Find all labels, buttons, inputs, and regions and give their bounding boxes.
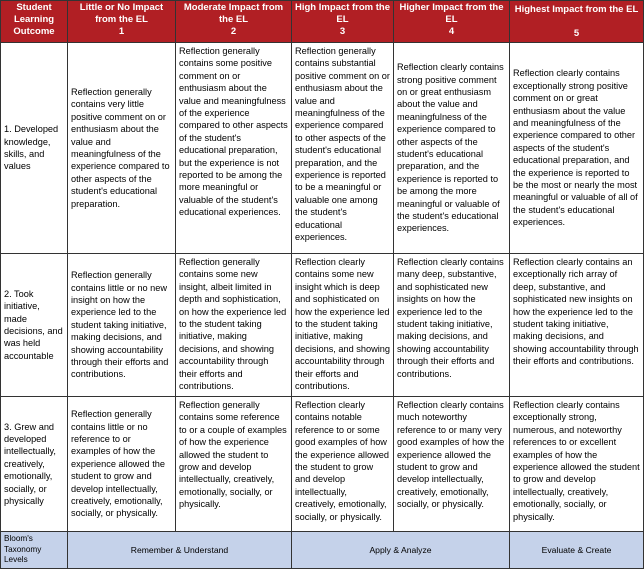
- rubric-cell: Reflection generally contains substantial positive comment on or enthusiasm about the value and meaningfulness of the experience compared to other aspects of the student's educational preparation, and the experience is reported to be a meaningful or valuable one among the student's educational experiences.: [292, 43, 394, 254]
- rubric-cell: Reflection clearly contains many deep, substantive, and sophisticated new insights on how the experience led to the student taking initiative, making decisions, and showing accountability through their efforts and contributions.: [394, 254, 510, 397]
- level-header-4: [394, 1, 510, 43]
- level-title: Highest Impact from the EL: [514, 4, 639, 15]
- level-title: Higher Impact from the EL: [399, 2, 504, 25]
- rubric-cell: Reflection generally contains little or no new insight on how the experience led to the student taking initiative, making decisions, and showing accountability through their efforts and contributions.: [68, 254, 176, 397]
- rubric-cell: Reflection generally contains some positive comment on or enthusiasm about the value and meaningfulness of the experience compared to other aspects of the student's educational preparation, but the experience is not reported to be among the more meaningful or valuable of the student's educational experiences.: [176, 43, 292, 254]
- rubric-cell: Reflection clearly contains exceptionally strong positive comment on or great enthusiasm about the value and meaningfulness of the experience compared to other aspects of the student's educational preparation, and the experience is reported to be the most or nearly the most meaningful or valuable of all of the student's educational experiences.: [510, 43, 644, 254]
- level-number: 2: [230, 26, 237, 37]
- rubric-cell: Reflection clearly contains an exceptionally rich array of deep, substantive, and sophisticated new insights on how the experience led to the student taking initiative, making decisions, and showing accountability through their efforts and contributions.: [510, 254, 644, 397]
- rubric-cell: Reflection generally contains some new insight, albeit limited in depth and sophistication, on how the experience led to the student taking initiative, making decisions, and showing accountability through their efforts and contributions.: [176, 254, 292, 397]
- level-number: 5: [573, 28, 580, 39]
- level-number: 1: [118, 26, 125, 37]
- bloom-group-evaluate: Evaluate & Create: [510, 532, 644, 569]
- level-number: 4: [448, 26, 455, 37]
- header-row: [1, 1, 644, 43]
- rubric-cell: Reflection clearly contains strong positive comment on or great enthusiasm about the value and meaningfulness of the experience compared to other aspects of the student's educational preparation, and the experience is reported to be among the more meaningful or valuable of the student's educational experiences.: [394, 43, 510, 254]
- level-title: Moderate Impact from the EL: [183, 2, 284, 25]
- rubric-cell: Reflection clearly contains exceptionally strong, numerous, and noteworthy references to or excellent examples of how the experience allowed the student to grow and develop intellectually, creatively, emotionally, socially, or physically.: [510, 397, 644, 532]
- rubric-cell: Reflection clearly contains notable reference to or some good examples of how the experience allowed the student to grow and develop intellectually, creatively, emotionally, socially, or physically.: [292, 397, 394, 532]
- outcome-header: [1, 1, 68, 43]
- table-row: [1, 397, 644, 532]
- rubric-cell: Reflection generally contains very little positive comment on or enthusiasm about the value and meaningfulness of the experience compared to other aspects of the student's educational preparation.: [68, 43, 176, 254]
- level-header-5: [510, 1, 644, 43]
- level-header-1: [68, 1, 176, 43]
- outcome-header-label: Student Learning Outcome: [13, 2, 55, 37]
- level-header-2: [176, 1, 292, 43]
- outcome-cell: 2. Took initiative, made decisions, and was held accountable: [1, 254, 68, 397]
- level-title: High Impact from the EL: [295, 2, 391, 25]
- bloom-row: [1, 532, 644, 569]
- level-title: Little or No Impact from the EL: [79, 2, 164, 25]
- rubric-cell: Reflection generally contains some reference to or a couple of examples of how the experience allowed the student to grow and develop intellectually, creatively, emotionally, socially, or physically.: [176, 397, 292, 532]
- rubric-cell: Reflection clearly contains some new insight which is deep and sophisticated on how the experience led to the student taking initiative, making decisions, and showing accountability through their efforts and contributions.: [292, 254, 394, 397]
- table-row: [1, 254, 644, 397]
- rubric-cell: Reflection generally contains little or no reference to or examples of how the experience allowed the student to grow and develop intellectually, creatively, emotionally, socially, or physically.: [68, 397, 176, 532]
- bloom-group-apply: Apply & Analyze: [292, 532, 510, 569]
- table-row: [1, 43, 644, 254]
- bloom-label: Bloom's Taxonomy Levels: [1, 532, 68, 569]
- level-header-3: [292, 1, 394, 43]
- rubric-cell: Reflection clearly contains much noteworthy reference to or many very good examples of how the experience allowed the student to grow and develop intellectually, creatively, emotionally, socially, or physically.: [394, 397, 510, 532]
- outcome-cell: 3. Grew and developed intellectually, creatively, emotionally, socially, or physically: [1, 397, 68, 532]
- outcome-cell: 1. Developed knowledge, skills, and values: [1, 43, 68, 254]
- bloom-group-remember: Remember & Understand: [68, 532, 292, 569]
- level-number: 3: [339, 26, 346, 37]
